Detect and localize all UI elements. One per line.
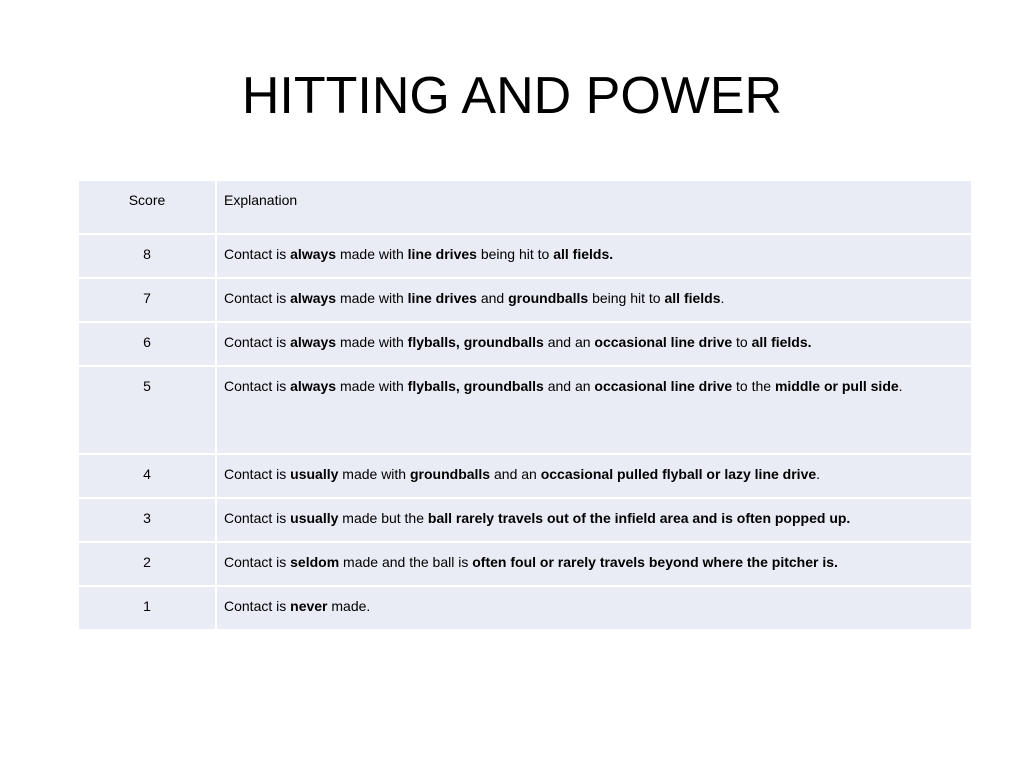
explanation-emphasis: flyballs, groundballs	[407, 334, 544, 350]
explanation-emphasis: all fields	[664, 290, 721, 306]
table-row	[78, 586, 972, 630]
score-value: 7	[143, 290, 151, 306]
score-value: 6	[143, 334, 151, 350]
explanation-segment: .	[816, 466, 821, 482]
explanation-segment: made but the	[338, 510, 428, 526]
explanation-segment: Contact is	[224, 290, 291, 306]
explanation-text	[217, 367, 971, 395]
explanation-segment: and an	[490, 466, 541, 482]
explanation-segment: made and the ball is	[339, 554, 473, 570]
explanation-segment: Contact is	[224, 334, 291, 350]
table-row	[78, 454, 972, 498]
score-value: 3	[143, 510, 151, 526]
explanation-emphasis: often foul or rarely travels beyond where the pitcher is.	[472, 554, 838, 570]
table-header-row	[78, 180, 972, 234]
explanation-emphasis: line drives	[407, 290, 477, 306]
explanation-segment: made.	[327, 598, 371, 614]
explanation-text	[217, 235, 971, 263]
explanation-cell	[216, 586, 972, 630]
explanation-segment: and an	[543, 378, 595, 394]
explanation-text	[217, 323, 971, 351]
table-row	[78, 498, 972, 542]
explanation-segment: and an	[543, 334, 595, 350]
explanation-segment: made with	[336, 378, 408, 394]
explanation-segment: made with	[336, 290, 408, 306]
explanation-emphasis: occasional line drive	[594, 378, 733, 394]
explanation-segment: Contact is	[224, 510, 291, 526]
explanation-emphasis: usually	[290, 510, 339, 526]
score-cell	[78, 234, 216, 278]
score-value: 4	[143, 466, 151, 482]
explanation-cell	[216, 454, 972, 498]
explanation-emphasis: never	[290, 598, 328, 614]
score-cell	[78, 498, 216, 542]
explanation-emphasis: ball rarely travels out of the infield area and is often popped up.	[427, 510, 851, 526]
table-row	[78, 542, 972, 586]
explanation-emphasis: occasional line drive	[594, 334, 733, 350]
score-value: 1	[143, 598, 151, 614]
explanation-emphasis: usually	[290, 466, 339, 482]
slide-title: HITTING AND POWER	[241, 67, 783, 125]
explanation-segment: .	[898, 378, 903, 394]
explanation-cell	[216, 366, 972, 454]
score-cell	[78, 278, 216, 322]
explanation-segment: being hit to	[476, 246, 554, 262]
explanation-emphasis: always	[290, 246, 337, 262]
explanation-cell	[216, 234, 972, 278]
explanation-emphasis: groundballs	[409, 466, 491, 482]
explanation-segment: to	[732, 334, 752, 350]
score-cell	[78, 586, 216, 630]
explanation-segment: to the	[732, 378, 775, 394]
header-cell-explanation	[216, 180, 972, 234]
explanation-segment: made with	[338, 466, 410, 482]
explanation-text	[217, 499, 971, 527]
explanation-segment: and	[476, 290, 509, 306]
explanation-cell	[216, 542, 972, 586]
table-row	[78, 322, 972, 366]
table-row	[78, 278, 972, 322]
score-cell	[78, 454, 216, 498]
explanation-emphasis: seldom	[290, 554, 340, 570]
explanation-segment: being hit to	[588, 290, 665, 306]
explanation-cell	[216, 498, 972, 542]
explanation-text	[217, 543, 971, 571]
explanation-emphasis: always	[290, 378, 337, 394]
table-row	[78, 234, 972, 278]
explanation-cell	[216, 278, 972, 322]
score-table	[77, 179, 973, 631]
explanation-segment: made with	[336, 246, 408, 262]
score-cell	[78, 542, 216, 586]
explanation-text	[217, 587, 971, 615]
explanation-emphasis: all fields.	[751, 334, 812, 350]
explanation-emphasis: line drives	[407, 246, 477, 262]
explanation-segment: Contact is	[224, 598, 291, 614]
explanation-text	[217, 279, 971, 307]
score-value: 8	[143, 246, 151, 262]
explanation-emphasis: always	[290, 290, 337, 306]
explanation-segment: Contact is	[224, 466, 291, 482]
explanation-segment: Contact is	[224, 246, 291, 262]
explanation-emphasis: middle or pull side	[774, 378, 899, 394]
header-cell-score	[78, 180, 216, 234]
explanation-emphasis: flyballs, groundballs	[407, 378, 544, 394]
table-row	[78, 366, 972, 454]
explanation-segment: .	[720, 290, 725, 306]
score-value: 5	[143, 378, 151, 394]
header-score-label: Score	[128, 192, 166, 208]
score-cell	[78, 366, 216, 454]
score-value: 2	[143, 554, 151, 570]
explanation-segment: Contact is	[224, 378, 291, 394]
explanation-cell	[216, 322, 972, 366]
explanation-emphasis: occasional pulled flyball or lazy line drive	[540, 466, 817, 482]
explanation-text	[217, 455, 971, 483]
explanation-emphasis: groundballs	[508, 290, 589, 306]
explanation-segment: Contact is	[224, 554, 291, 570]
header-explanation-label: Explanation	[224, 192, 298, 208]
score-cell	[78, 322, 216, 366]
explanation-segment: made with	[336, 334, 408, 350]
explanation-emphasis: always	[290, 334, 337, 350]
explanation-emphasis: all fields.	[553, 246, 614, 262]
